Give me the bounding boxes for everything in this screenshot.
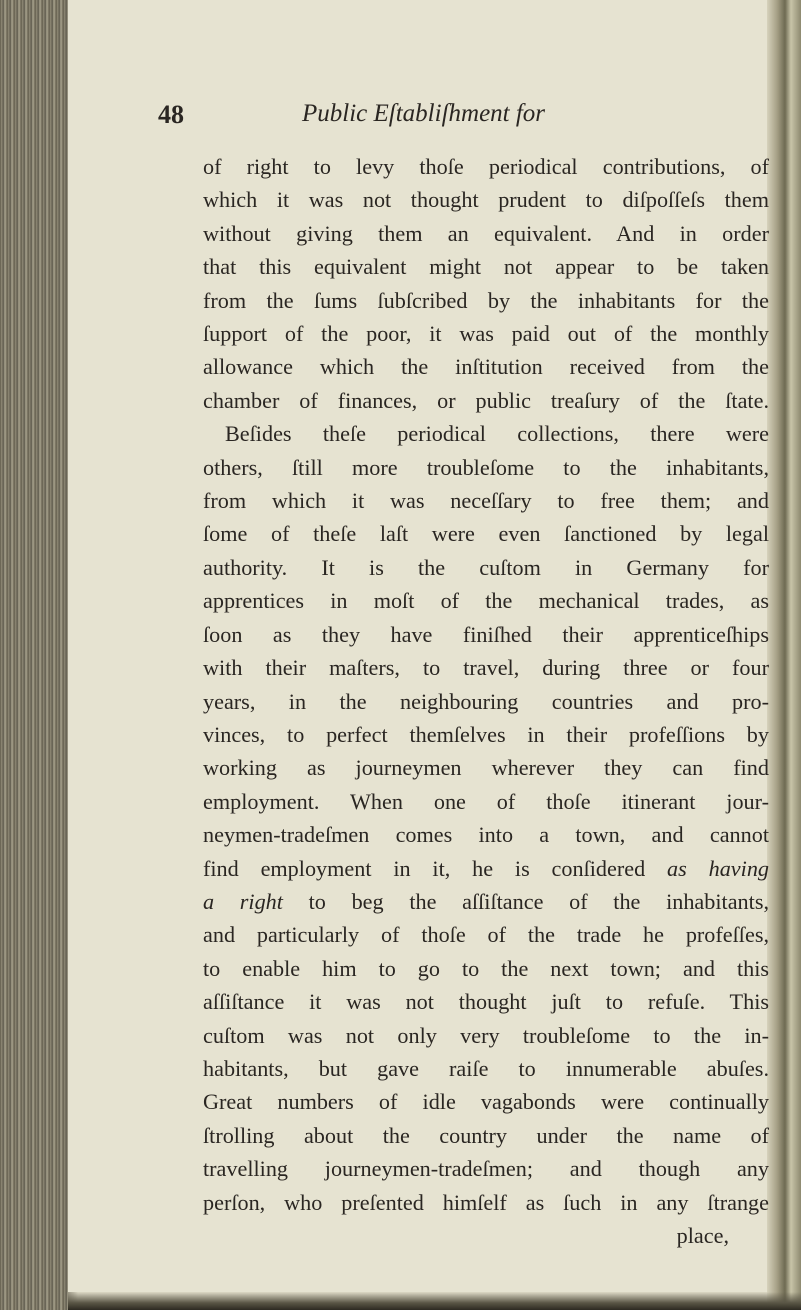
text-line: from which it was neceſſary to free them; and <box>203 488 769 514</box>
page-header <box>150 100 630 136</box>
catchword: place, <box>676 1223 729 1248</box>
text-line: apprentices in moſt of the mechanical trades, as <box>203 588 769 614</box>
text-line: travelling journeymen-tradeſmen; and though any <box>203 1156 769 1182</box>
text-line: aſſiſtance it was not thought juſt to refuſe. This <box>203 989 769 1015</box>
text-line: working as journeymen wherever they can find <box>203 755 769 781</box>
text-line: from the ſums ſubſcribed by the inhabitants for the <box>203 287 769 313</box>
page-number: 48 <box>158 100 184 129</box>
text-line: and particularly of thoſe of the trade he profeſſes, <box>203 922 769 948</box>
text-segment: to beg the aſſiſtance of the inhabitants, <box>308 888 769 914</box>
text-line: Great numbers of idle vagabonds were continually <box>203 1089 769 1115</box>
text-line: others, ſtill more troubleſome to the inhabitants, <box>203 454 769 480</box>
text-line: chamber of finances, or public treaſury of the ſtate. <box>203 387 769 413</box>
text-line: without giving them an equivalent. And in order <box>203 220 769 246</box>
text-line: neymen-tradeſmen comes into a town, and cannot <box>203 822 769 848</box>
text-line: to enable him to go to the next town; and this <box>203 955 769 981</box>
text-line-with-italic <box>203 885 769 918</box>
italic-phrase: as having <box>667 855 770 881</box>
text-line: with their maſters, to travel, during three or four <box>203 655 769 681</box>
text-line: cuſtom was not only very troubleſome to the in- <box>203 1022 769 1048</box>
page-fore-edge <box>767 0 801 1310</box>
book-binding-edge <box>0 0 68 1310</box>
text-line: ſoon as they have finiſhed their apprenticeſhips <box>203 621 769 647</box>
text-line: ſome of theſe laſt were even ſanctioned by legal <box>203 521 769 547</box>
text-line: of right to levy thoſe periodical contributions, of <box>203 154 769 179</box>
text-line: ſtrolling about the country under the name of <box>203 1122 769 1148</box>
page-bottom-edge <box>68 1292 801 1310</box>
text-line: that this equivalent might not appear to be taken <box>203 254 769 280</box>
text-line-with-italic <box>203 852 769 885</box>
text-line: ſupport of the poor, it was paid out of the monthly <box>203 321 769 347</box>
text-line: allowance which the inſtitution received from the <box>203 354 769 380</box>
text-line: Beſides theſe periodical collections, there were <box>225 421 769 447</box>
text-line: which it was not thought prudent to diſpoſſeſs them <box>203 187 769 213</box>
running-title: Public Eſtabliſhment for <box>302 100 546 127</box>
text-line: years, in the neighbouring countries and pro- <box>203 688 769 714</box>
body-text <box>203 150 769 1252</box>
text-line: employment. When one of thoſe itinerant jour- <box>203 788 769 814</box>
text-line: perſon, who preſented himſelf as ſuch in any ſtrange <box>203 1189 769 1215</box>
text-line: authority. It is the cuſtom in Germany for <box>203 554 769 580</box>
italic-phrase: a right <box>203 888 283 914</box>
text-line: habitants, but gave raiſe to innumerable abuſes. <box>203 1055 769 1081</box>
text-segment: find employment in it, he is conſidered <box>203 855 646 881</box>
text-line: vinces, to perfect themſelves in their profeſſions by <box>203 721 769 747</box>
